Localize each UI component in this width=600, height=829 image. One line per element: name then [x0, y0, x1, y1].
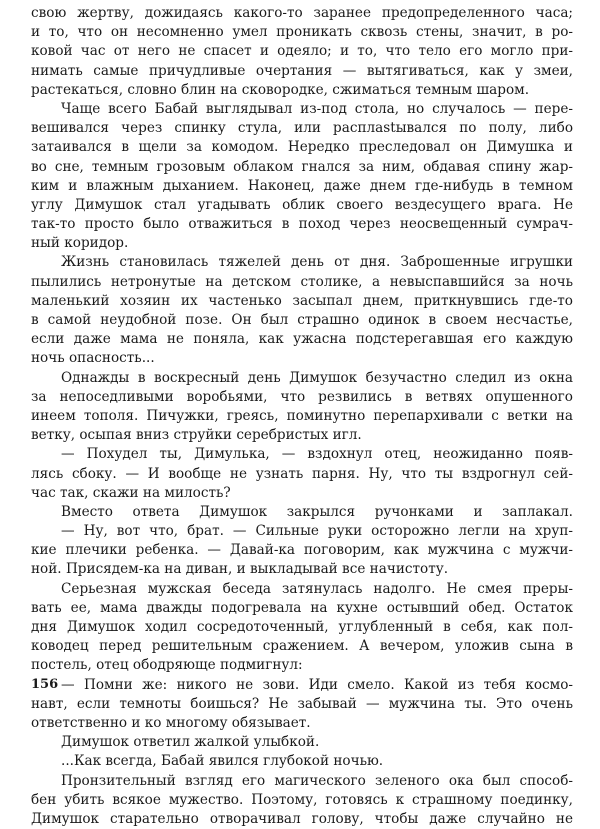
book-page: [31, 4, 573, 827]
text-line: если даже мама не поняла, как ужасна подстерегавшая его каждую: [31, 331, 573, 348]
text-line: ...Как всегда, Бабай явился глубокой ночью.: [61, 753, 384, 770]
text-line: затаивался в щели за комодом. Нередко преследовал он Димушка и: [31, 139, 573, 156]
text-line: ной. Присядем-ка на диван, и выкладывай все начистоту.: [31, 561, 449, 578]
text-line: Однажды в воскресный день Димушок безучастно следил из окна: [61, 369, 573, 386]
text-line: во сне, темным грозовым облаком гнался за ним, обдавая спину жар-: [31, 158, 573, 175]
text-line: ночь опасность...: [31, 350, 155, 367]
text-line: Чаще всего Бабай выглядывал из-под стола, но случалось — пере-: [61, 100, 573, 117]
text-line: — Похудел ты, Димулька, — вздохнул отец, неожиданно появ-: [61, 446, 573, 463]
text-line: в самой неудобной позе. Он был страшно одинок в своем несчастье,: [31, 312, 573, 328]
text-line: лясь сбоку. — И вообще не узнать парня. Ну, что ты вздрогнул сей-: [31, 465, 573, 482]
text-line: ветку, осыпая вниз струйки серебристых игл.: [31, 427, 362, 444]
text-line: Жизнь становилась тяжелей день от дня. Заброшенные игрушки: [61, 254, 573, 271]
text-line: свою жертву, дожидаясь какого-то заранее предопределенного часа;: [31, 5, 573, 21]
text-line: за непоседливыми воробьями, что резвились в ветвях опушенного: [31, 388, 573, 405]
text-line: навт, если темноты боишься? Не забывай — мужчина ты. Это очень: [31, 695, 573, 712]
text-line: инеем тополя. Пичужки, греясь, поминутно перепархивали с ветки на: [31, 407, 573, 424]
text-line: вешивался через спинку стула, или расплastывался по полу, либо: [31, 120, 573, 137]
text-line: ководец перед решительным сражением. А вечером, уложив сына в: [31, 638, 573, 655]
text-line: вать ее, мама дважды подогревала на кухне остывший обед. Остаток: [31, 599, 573, 616]
text-line: пылились нетронутые на детском столике, а невыспавшийся за ночь: [31, 273, 573, 290]
text-line: ким и влажным дыханием. Наконец, даже днем где-нибудь в темном: [31, 177, 573, 194]
text-line: Димушок ответил жалкой улыбкой.: [61, 734, 320, 751]
text-line: дня Димушок ходил сосредоточенный, углубленный в себя, как пол-: [31, 619, 573, 635]
page-number: 156: [31, 677, 59, 692]
text-line: углу Димушок стал угадывать облик своего вездесущего врага. Не: [31, 196, 573, 213]
text-line: ответственно и ко многому обязывает.: [31, 714, 311, 731]
text-line: ковой час от него не спасет и одеяло; и то, что тело его могло при-: [31, 43, 573, 60]
text-line: Димушок старательно отворачивал голову, чтобы даже случайно не: [31, 810, 573, 827]
text-line: нимать самые причудливые очертания — вытягиваться, как у змеи,: [31, 62, 573, 79]
text-line: бен убить всякое мужество. Поэтому, готовясь к страшному поединку,: [31, 791, 573, 808]
text-line: и то, что он несомненно умел проникать сквозь стены, значит, в ро-: [31, 24, 573, 41]
text-line: — Помни же: никого не зови. Иди смело. Какой из тебя космо-: [61, 676, 573, 693]
text-line: так-то просто было отважиться в поход через неосвещенный сумрач-: [31, 216, 573, 233]
text-line: Вместо ответа Димушок закрылся ручонками и заплакал.: [61, 503, 573, 520]
text-line: кие плечики ребенка. — Давай-ка поговорим, как мужчина с мужчи-: [31, 542, 573, 559]
text-line: растекаться, словно блин на сковородке, сжиматься темным шаром.: [31, 81, 530, 98]
page-text: [31, 4, 573, 829]
text-line: маленький хозяин их частенько засыпал днем, приткнувшись где-то: [31, 292, 573, 309]
text-line: постель, отец ободряюще подмигнул:: [31, 657, 303, 674]
text-line: ный коридор.: [31, 235, 129, 252]
text-line: Серьезная мужская беседа затянулась надолго. Не смея преры-: [61, 580, 573, 597]
text-line: — Ну, вот что, брат. — Сильные руки осторожно легли на хруп-: [61, 523, 573, 540]
text-line: час так, скажи на милость?: [31, 484, 231, 501]
text-line: Пронзительный взгляд его магического зеленого ока был способ-: [61, 772, 573, 789]
